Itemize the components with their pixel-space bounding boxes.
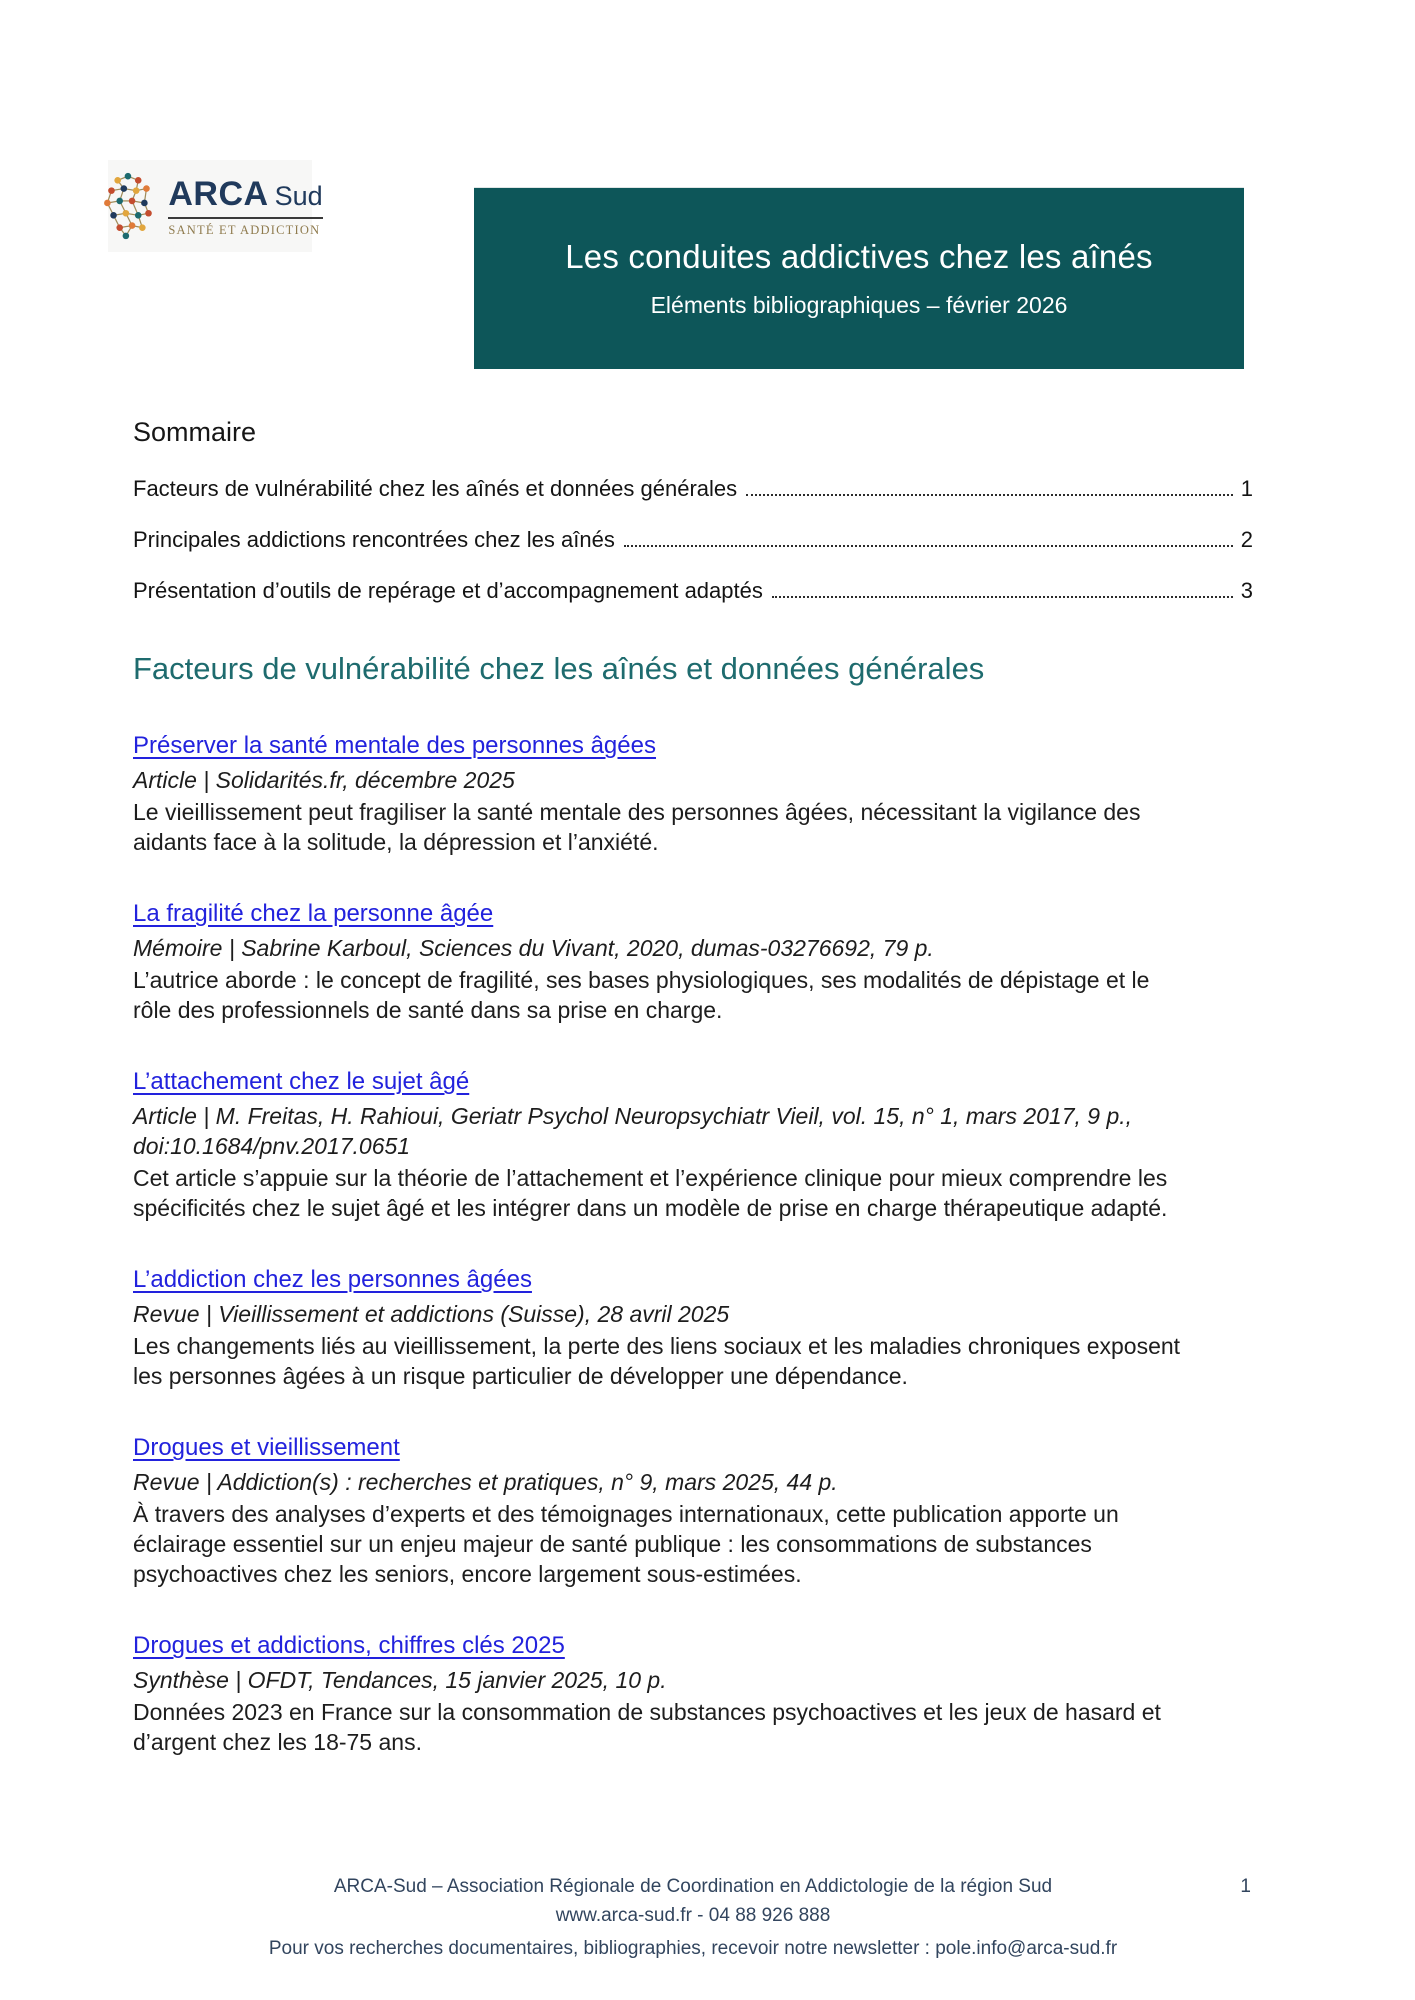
entry-source: Synthèse | OFDT, Tendances, 15 janvier 2025, 10 p.: [133, 1667, 667, 1693]
title-banner: [474, 187, 1244, 369]
entry-source: Revue | Vieillissement et addictions (Suisse), 28 avril 2025: [133, 1301, 730, 1327]
entry-title-link[interactable]: La fragilité chez la personne âgée: [133, 900, 494, 927]
toc-entry-3: [133, 579, 1253, 603]
logo-divider: [168, 217, 322, 219]
entry-title-link[interactable]: L’addiction chez les personnes âgées: [133, 1266, 532, 1293]
footer-newsletter: Pour vos recherches documentaires, bibliographies, recevoir notre newsletter : pole.info@arca-sud.fr: [268, 1938, 1118, 1959]
footer-association: ARCA-Sud – Association Régionale de Coordination en Addictologie de la région Sud: [333, 1876, 1053, 1897]
toc-leader-dots: [746, 494, 1233, 496]
logo-brand-suffix: Sud: [274, 180, 323, 211]
entry-title-link[interactable]: L’attachement chez le sujet âgé: [133, 1068, 470, 1095]
toc-entry-2: [133, 528, 1253, 552]
bibliography-entry: [133, 1265, 1193, 1391]
arca-network-icon: [97, 168, 163, 245]
toc-page-number: 1: [1240, 476, 1253, 501]
bibliography-entry: [133, 731, 1193, 857]
page-content: [133, 416, 1253, 1757]
entry-description: L’autrice aborde : le concept de fragilité, ses bases physiologiques, ses modalités de dépistage et le rôle des professionnels de santé dans sa prise en charge.: [133, 967, 1150, 1023]
bibliography-entry: [133, 1631, 1193, 1757]
footer-contact: www.arca-sud.fr - 04 88 926 888: [555, 1905, 831, 1926]
toc-heading: Sommaire: [133, 417, 257, 447]
arca-sud-logo: [108, 160, 323, 252]
entry-source: Article | M. Freitas, H. Rahioui, Geriatr Psychol Neuropsychiatr Vieil, vol. 15, n° 1, mars 2017, 9 p., doi:10.1684/pnv.2017.0651: [133, 1103, 1133, 1159]
bibliography-entry: [133, 1067, 1193, 1223]
page-footer: [133, 1872, 1253, 1963]
toc-entry-label: Présentation d’outils de repérage et d’accompagnement adaptés: [133, 578, 763, 603]
entry-description: Données 2023 en France sur la consommation de substances psychoactives et les jeux de hasard et d’argent chez les 18-75 ans.: [133, 1699, 1161, 1755]
entry-description: Les changements liés au vieillissement, la perte des liens sociaux et les maladies chroniques exposent les personnes âgées à un risque particulier de développer une dépendance.: [133, 1333, 1181, 1389]
toc-leader-dots: [772, 596, 1233, 598]
toc-entry-label: Facteurs de vulnérabilité chez les aînés et données générales: [133, 476, 738, 501]
toc-entry-1: [133, 477, 1253, 501]
toc-leader-dots: [624, 545, 1233, 547]
document-subtitle: Eléments bibliographiques – février 2026: [650, 292, 1068, 318]
logo-brand-name: ARCA: [168, 174, 269, 213]
page-number: 1: [1240, 1876, 1251, 1897]
entry-title-link[interactable]: Drogues et vieillissement: [133, 1434, 400, 1461]
logo-tagline: SANTÉ ET ADDICTION: [168, 222, 321, 237]
entry-title-link[interactable]: Drogues et addictions, chiffres clés 2025: [133, 1632, 565, 1659]
entry-description: À travers des analyses d’experts et des témoignages internationaux, cette publication apporte un éclairage essentiel sur un enjeu majeur de santé publique : les consommations de substances psychoactives chez les seniors, encore largement sous-estimées.: [133, 1501, 1119, 1587]
table-of-contents: [133, 477, 1253, 603]
toc-entry-label: Principales addictions rencontrées chez les aînés: [133, 527, 615, 552]
entry-source: Revue | Addiction(s) : recherches et pratiques, n° 9, mars 2025, 44 p.: [133, 1469, 838, 1495]
entry-title-link[interactable]: Préserver la santé mentale des personnes âgées: [133, 732, 656, 759]
toc-page-number: 2: [1240, 527, 1253, 552]
section-heading: Facteurs de vulnérabilité chez les aînés et données générales: [133, 651, 985, 686]
entry-description: Le vieillissement peut fragiliser la santé mentale des personnes âgées, nécessitant la vigilance des aidants face à la solitude, la dépression et l’anxiété.: [133, 799, 1141, 855]
bibliography-entry: [133, 1433, 1193, 1589]
entry-source: Mémoire | Sabrine Karboul, Sciences du Vivant, 2020, dumas-03276692, 79 p.: [133, 935, 934, 961]
entry-source: Article | Solidarités.fr, décembre 2025: [133, 767, 515, 793]
bibliography-entry: [133, 899, 1193, 1025]
entry-description: Cet article s’appuie sur la théorie de l’attachement et l’expérience clinique pour mieux comprendre les spécificités chez le sujet âgé et les intégrer dans un modèle de prise en charge thérapeutique adapté.: [133, 1165, 1168, 1221]
logo-text-block: [168, 175, 322, 238]
toc-page-number: 3: [1240, 578, 1253, 603]
document-title: Les conduites addictives chez les aînés: [565, 238, 1153, 275]
